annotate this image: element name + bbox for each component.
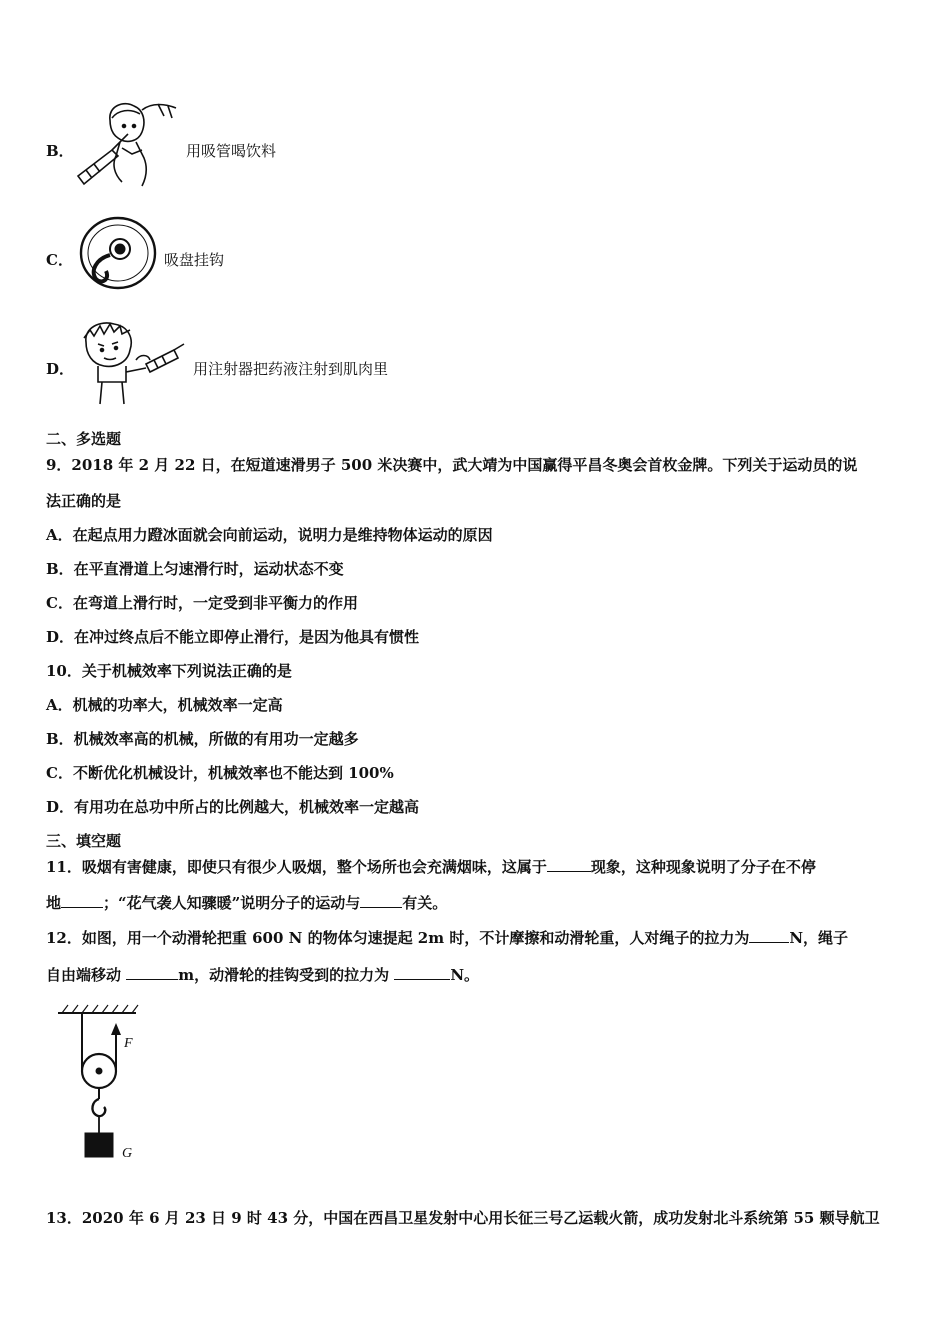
q12-line1: [46, 928, 848, 948]
q12-blank-3[interactable]: [394, 965, 450, 980]
option-c-text: 吸盘挂钩: [164, 251, 225, 269]
q12-blank-1[interactable]: [749, 928, 789, 943]
q11-line1-part2: 现象，这种现象说明了分子在不停: [590, 858, 816, 876]
q11-blank-3[interactable]: [360, 893, 402, 908]
option-b-letter: B．: [46, 142, 74, 160]
q9-stem-line1: 9．2018 年 2 月 22 日，在短道速滑男子 500 米决赛中，武大靖为中国赢得平昌冬奥会首枚金牌。下列关于运动员的说: [46, 456, 858, 474]
q12-line2-part1: 自由端移动: [46, 966, 127, 984]
section-title-fill-blank: 三、填空题: [46, 832, 122, 850]
q11-blank-1[interactable]: [547, 857, 591, 872]
option-b-text: 用吸管喝饮料: [186, 142, 277, 160]
pulley-axle: [96, 1068, 102, 1074]
q12-blank-2[interactable]: [126, 965, 178, 980]
girl-drinking-straw-icon: [72, 98, 182, 190]
q12-line1-part1: 12．如图，用一个动滑轮把重 600 N 的物体匀速提起 2m 时，不计摩擦和动滑轮重，人对绳子的拉力为: [46, 929, 750, 947]
q10-stem: 10．关于机械效率下列说法正确的是: [46, 662, 292, 680]
option-c-letter: C．: [46, 251, 73, 269]
ceiling-hatch: [62, 1005, 138, 1013]
q10-option-b: B．机械效率高的机械，所做的有用功一定越多: [46, 730, 359, 748]
q13-line1: 13．2020 年 6 月 23 日 9 时 43 分，中国在西昌卫星发射中心用长征三号乙运载火箭，成功发射北斗系统第 55 颗导航卫: [46, 1209, 880, 1227]
q11-line1-part1: 11．吸烟有害健康，即使只有很少人吸烟，整个场所也会充满烟味，这属于: [46, 858, 547, 876]
q10-option-c: C．不断优化机械设计，机械效率也不能达到 100%: [46, 764, 394, 782]
q9-option-c: C．在弯道上滑行时，一定受到非平衡力的作用: [46, 594, 358, 612]
section-title-multi-choice: 二、多选题: [46, 430, 122, 448]
q9-stem-line2: 法正确的是: [46, 492, 122, 510]
q11-line2-part3: 有关。: [402, 894, 448, 912]
movable-pulley-diagram: [50, 1003, 150, 1163]
q12-line2-part3: N。: [450, 966, 480, 984]
q12-line2: [46, 965, 479, 985]
q11-line2: [46, 893, 447, 913]
q12-line2-part2: m，动滑轮的挂钩受到的拉力为: [178, 966, 395, 984]
q9-option-d: D．在冲过终点后不能立即停止滑行，是因为他具有惯性: [46, 628, 420, 646]
force-arrow-head: [111, 1023, 121, 1035]
suction-hook-icon: [76, 215, 158, 291]
q10-option-d: D．有用功在总功中所占的比例越大，机械效率一定越高: [46, 798, 420, 816]
q12-line1-part2: N，绳子: [789, 929, 849, 947]
q10-option-a: A．机械的功率大，机械效率一定高: [46, 696, 283, 714]
q11-line2-part1: 地: [46, 894, 62, 912]
weight-label: G: [122, 1146, 133, 1161]
option-d-text: 用注射器把药液注射到肌肉里: [193, 360, 389, 378]
option-d-letter: D．: [46, 360, 75, 378]
q11-line2-part2: ；“花气袭人知骤暖”说明分子的运动与: [103, 894, 361, 912]
q9-option-b: B．在平直滑道上匀速滑行时，运动状态不变: [46, 560, 344, 578]
boy-syringe-icon: [76, 320, 188, 406]
pulley-hook: [92, 1099, 105, 1116]
force-label: F: [124, 1036, 133, 1051]
q11-blank-2[interactable]: [61, 893, 103, 908]
weight-block: [85, 1133, 113, 1157]
q11-line1: [46, 857, 816, 877]
q9-option-a: A．在起点用力蹬冰面就会向前运动，说明力是维持物体运动的原因: [46, 526, 493, 544]
